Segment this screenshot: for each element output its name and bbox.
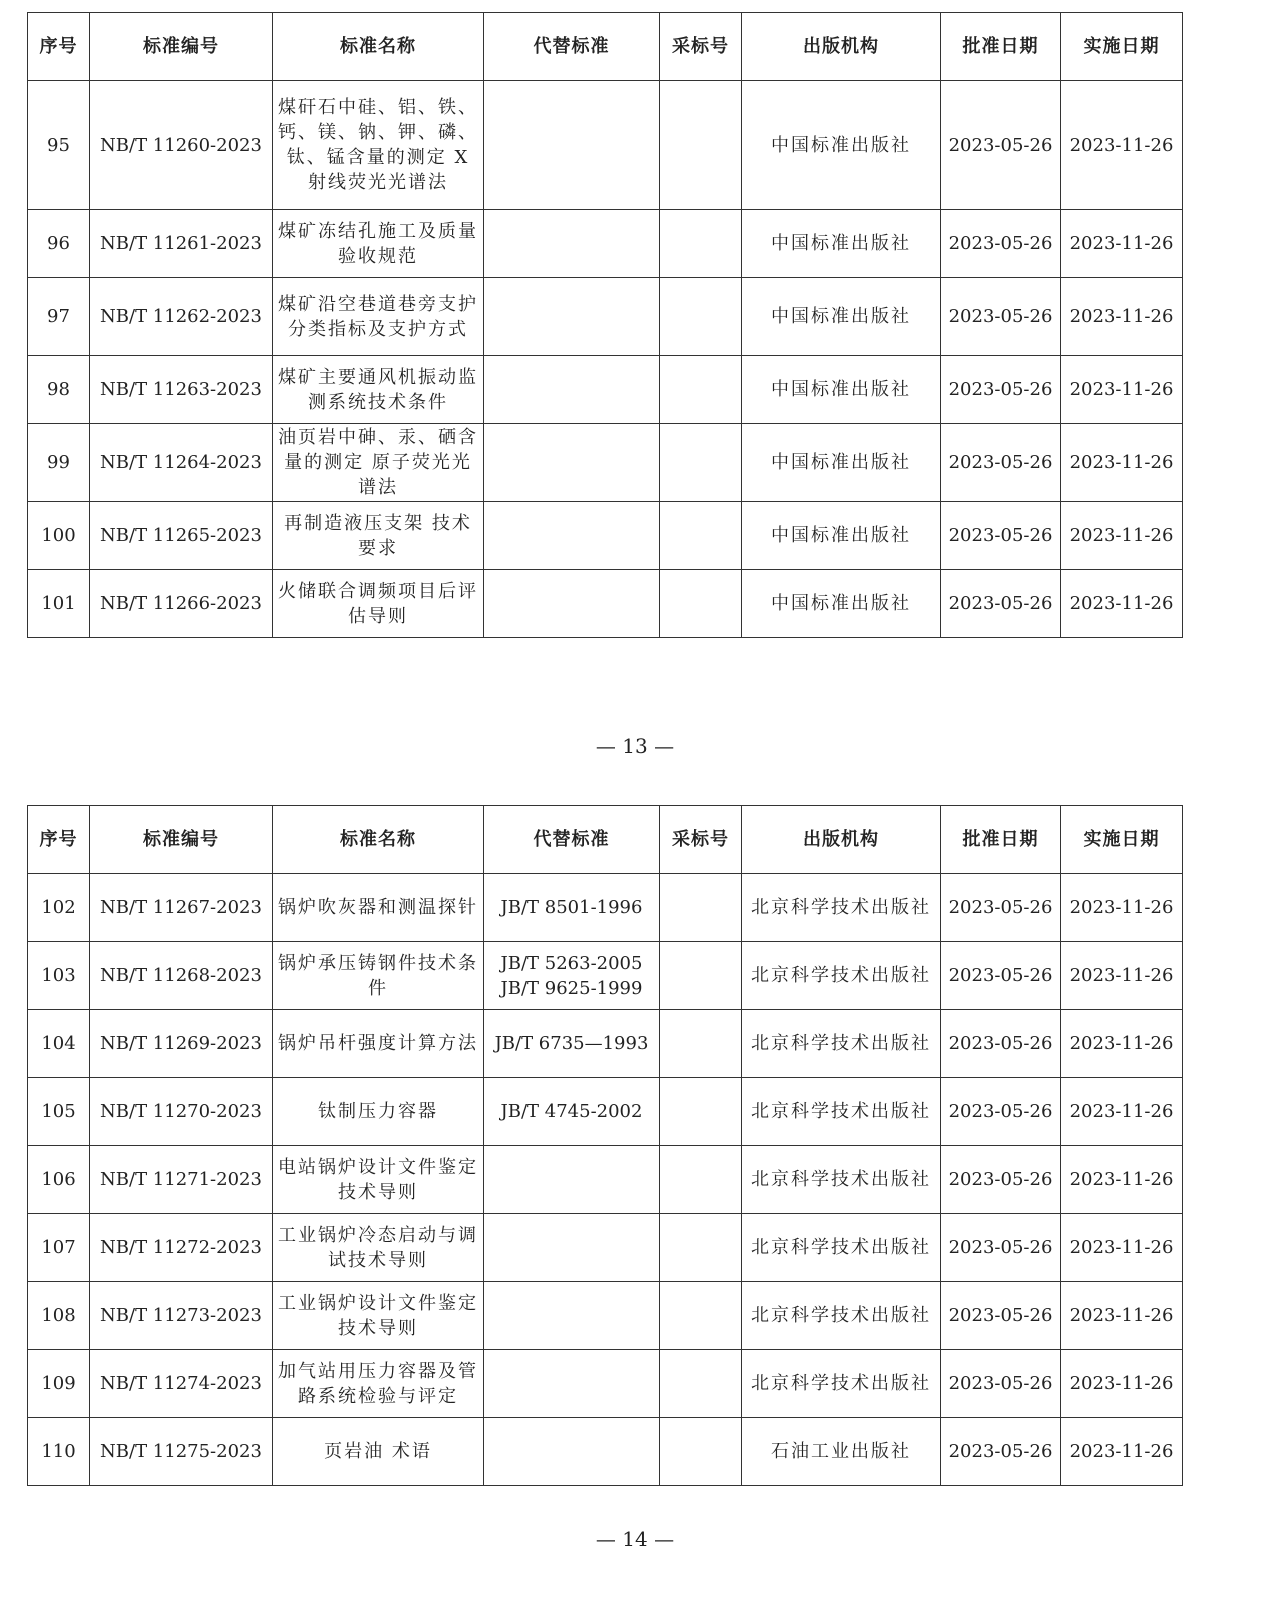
row-approve: 2023-05-26 bbox=[941, 81, 1061, 210]
row-adopt bbox=[660, 874, 742, 942]
table-row bbox=[28, 1282, 1183, 1350]
row-approve: 2023-05-26 bbox=[941, 1078, 1061, 1146]
header-name: 标准名称 bbox=[273, 13, 484, 81]
row-code: NB/T 11271-2023 bbox=[90, 1146, 273, 1214]
row-replace bbox=[484, 1282, 660, 1350]
page-number-14: — 14 — bbox=[595, 1527, 675, 1551]
row-publisher: 中国标准出版社 bbox=[742, 81, 941, 210]
replace-line-2: JB/T 9625-1999 bbox=[500, 977, 643, 999]
row-name: 加气站用压力容器及管路系统检验与评定 bbox=[273, 1350, 484, 1418]
row-publisher: 北京科学技术出版社 bbox=[742, 1010, 941, 1078]
row-code: NB/T 11265-2023 bbox=[90, 502, 273, 570]
row-publisher: 北京科学技术出版社 bbox=[742, 1214, 941, 1282]
row-adopt bbox=[660, 1350, 742, 1418]
header-replace: 代替标准 bbox=[484, 806, 660, 874]
row-approve: 2023-05-26 bbox=[941, 356, 1061, 424]
row-implement: 2023-11-26 bbox=[1061, 81, 1183, 210]
row-publisher: 北京科学技术出版社 bbox=[742, 942, 941, 1010]
row-no: 103 bbox=[28, 942, 90, 1010]
row-no: 110 bbox=[28, 1418, 90, 1486]
header-implement: 实施日期 bbox=[1061, 13, 1183, 81]
standards-table-page-13 bbox=[27, 12, 1183, 638]
row-no: 108 bbox=[28, 1282, 90, 1350]
table-row bbox=[28, 1010, 1183, 1078]
row-replace bbox=[484, 1214, 660, 1282]
header-publisher: 出版机构 bbox=[742, 806, 941, 874]
row-code: NB/T 11262-2023 bbox=[90, 278, 273, 356]
row-implement: 2023-11-26 bbox=[1061, 356, 1183, 424]
row-replace bbox=[484, 210, 660, 278]
row-publisher: 中国标准出版社 bbox=[742, 356, 941, 424]
row-replace bbox=[484, 278, 660, 356]
row-publisher: 石油工业出版社 bbox=[742, 1418, 941, 1486]
row-name: 锅炉承压铸钢件技术条件 bbox=[273, 942, 484, 1010]
row-replace bbox=[484, 1010, 660, 1078]
row-code: NB/T 11269-2023 bbox=[90, 1010, 273, 1078]
row-publisher: 中国标准出版社 bbox=[742, 570, 941, 638]
row-adopt bbox=[660, 570, 742, 638]
row-name: 煤矸石中硅、铝、铁、钙、镁、钠、钾、磷、钛、锰含量的测定 X 射线荧光光谱法 bbox=[273, 81, 484, 210]
row-name: 火储联合调频项目后评估导则 bbox=[273, 570, 484, 638]
row-implement: 2023-11-26 bbox=[1061, 942, 1183, 1010]
table-row bbox=[28, 1146, 1183, 1214]
row-code: NB/T 11264-2023 bbox=[90, 424, 273, 502]
row-approve: 2023-05-26 bbox=[941, 1350, 1061, 1418]
row-adopt bbox=[660, 356, 742, 424]
row-code: NB/T 11273-2023 bbox=[90, 1282, 273, 1350]
row-publisher: 北京科学技术出版社 bbox=[742, 1350, 941, 1418]
row-adopt bbox=[660, 1078, 742, 1146]
row-approve: 2023-05-26 bbox=[941, 1010, 1061, 1078]
header-implement: 实施日期 bbox=[1061, 806, 1183, 874]
row-replace bbox=[484, 1078, 660, 1146]
header-code: 标准编号 bbox=[90, 806, 273, 874]
table-row bbox=[28, 1350, 1183, 1418]
row-code: NB/T 11266-2023 bbox=[90, 570, 273, 638]
row-replace bbox=[484, 1418, 660, 1486]
row-publisher: 中国标准出版社 bbox=[742, 424, 941, 502]
row-adopt bbox=[660, 1418, 742, 1486]
row-approve: 2023-05-26 bbox=[941, 210, 1061, 278]
row-no: 104 bbox=[28, 1010, 90, 1078]
row-code: NB/T 11261-2023 bbox=[90, 210, 273, 278]
row-code: NB/T 11260-2023 bbox=[90, 81, 273, 210]
row-name: 锅炉吹灰器和测温探针 bbox=[273, 874, 484, 942]
header-no: 序号 bbox=[28, 806, 90, 874]
replace-line-1: JB/T 4745-2002 bbox=[500, 1101, 643, 1122]
row-implement: 2023-11-26 bbox=[1061, 874, 1183, 942]
row-replace bbox=[484, 1146, 660, 1214]
table-header-row bbox=[28, 806, 1183, 874]
table-row bbox=[28, 424, 1183, 502]
row-approve: 2023-05-26 bbox=[941, 1214, 1061, 1282]
header-publisher: 出版机构 bbox=[742, 13, 941, 81]
table-row bbox=[28, 942, 1183, 1010]
row-adopt bbox=[660, 81, 742, 210]
row-no: 98 bbox=[28, 356, 90, 424]
row-name: 工业锅炉冷态启动与调试技术导则 bbox=[273, 1214, 484, 1282]
table-row bbox=[28, 1214, 1183, 1282]
table-row bbox=[28, 874, 1183, 942]
replace-line-1: JB/T 6735—1993 bbox=[494, 1033, 649, 1054]
table-row bbox=[28, 570, 1183, 638]
header-adopt: 采标号 bbox=[660, 806, 742, 874]
row-no: 101 bbox=[28, 570, 90, 638]
row-code: NB/T 11263-2023 bbox=[90, 356, 273, 424]
row-replace bbox=[484, 81, 660, 210]
replace-line-1: JB/T 5263-2005 bbox=[500, 952, 643, 974]
row-adopt bbox=[660, 1010, 742, 1078]
row-adopt bbox=[660, 210, 742, 278]
row-adopt bbox=[660, 502, 742, 570]
row-approve: 2023-05-26 bbox=[941, 424, 1061, 502]
row-adopt bbox=[660, 942, 742, 1010]
row-publisher: 北京科学技术出版社 bbox=[742, 1146, 941, 1214]
row-implement: 2023-11-26 bbox=[1061, 1282, 1183, 1350]
row-no: 100 bbox=[28, 502, 90, 570]
row-replace bbox=[484, 1350, 660, 1418]
row-implement: 2023-11-26 bbox=[1061, 1214, 1183, 1282]
header-name: 标准名称 bbox=[273, 806, 484, 874]
row-implement: 2023-11-26 bbox=[1061, 1010, 1183, 1078]
table-row bbox=[28, 356, 1183, 424]
row-name: 页岩油 术语 bbox=[273, 1418, 484, 1486]
row-code: NB/T 11268-2023 bbox=[90, 942, 273, 1010]
row-no: 107 bbox=[28, 1214, 90, 1282]
row-code: NB/T 11272-2023 bbox=[90, 1214, 273, 1282]
row-adopt bbox=[660, 424, 742, 502]
row-no: 102 bbox=[28, 874, 90, 942]
row-name: 再制造液压支架 技术要求 bbox=[273, 502, 484, 570]
row-no: 109 bbox=[28, 1350, 90, 1418]
row-adopt bbox=[660, 1282, 742, 1350]
header-no: 序号 bbox=[28, 13, 90, 81]
row-approve: 2023-05-26 bbox=[941, 278, 1061, 356]
row-no: 105 bbox=[28, 1078, 90, 1146]
row-publisher: 中国标准出版社 bbox=[742, 502, 941, 570]
table-row bbox=[28, 278, 1183, 356]
standards-table-page-14 bbox=[27, 805, 1183, 1486]
row-publisher: 中国标准出版社 bbox=[742, 278, 941, 356]
row-code: NB/T 11275-2023 bbox=[90, 1418, 273, 1486]
row-implement: 2023-11-26 bbox=[1061, 278, 1183, 356]
table-row bbox=[28, 210, 1183, 278]
row-name: 钛制压力容器 bbox=[273, 1078, 484, 1146]
row-adopt bbox=[660, 1214, 742, 1282]
row-no: 99 bbox=[28, 424, 90, 502]
row-name: 油页岩中砷、汞、硒含量的测定 原子荧光光谱法 bbox=[273, 424, 484, 502]
table-row bbox=[28, 1418, 1183, 1486]
row-name: 锅炉吊杆强度计算方法 bbox=[273, 1010, 484, 1078]
row-approve: 2023-05-26 bbox=[941, 1282, 1061, 1350]
header-approve: 批准日期 bbox=[941, 13, 1061, 81]
row-name: 电站锅炉设计文件鉴定技术导则 bbox=[273, 1146, 484, 1214]
row-approve: 2023-05-26 bbox=[941, 942, 1061, 1010]
row-implement: 2023-11-26 bbox=[1061, 502, 1183, 570]
row-no: 97 bbox=[28, 278, 90, 356]
row-name: 煤矿冻结孔施工及质量验收规范 bbox=[273, 210, 484, 278]
row-replace bbox=[484, 570, 660, 638]
row-publisher: 中国标准出版社 bbox=[742, 210, 941, 278]
row-no: 96 bbox=[28, 210, 90, 278]
row-no: 95 bbox=[28, 81, 90, 210]
header-code: 标准编号 bbox=[90, 13, 273, 81]
row-implement: 2023-11-26 bbox=[1061, 1146, 1183, 1214]
header-replace: 代替标准 bbox=[484, 13, 660, 81]
row-implement: 2023-11-26 bbox=[1061, 1418, 1183, 1486]
row-code: NB/T 11274-2023 bbox=[90, 1350, 273, 1418]
row-implement: 2023-11-26 bbox=[1061, 210, 1183, 278]
row-replace bbox=[484, 502, 660, 570]
table-row bbox=[28, 1078, 1183, 1146]
header-approve: 批准日期 bbox=[941, 806, 1061, 874]
row-name: 煤矿主要通风机振动监测系统技术条件 bbox=[273, 356, 484, 424]
row-adopt bbox=[660, 278, 742, 356]
row-code: NB/T 11267-2023 bbox=[90, 874, 273, 942]
row-implement: 2023-11-26 bbox=[1061, 1078, 1183, 1146]
row-code: NB/T 11270-2023 bbox=[90, 1078, 273, 1146]
row-replace bbox=[484, 942, 660, 1010]
replace-line-1: JB/T 8501-1996 bbox=[500, 897, 643, 918]
row-implement: 2023-11-26 bbox=[1061, 1350, 1183, 1418]
table-row bbox=[28, 502, 1183, 570]
table-header-row bbox=[28, 13, 1183, 81]
row-name: 工业锅炉设计文件鉴定技术导则 bbox=[273, 1282, 484, 1350]
row-approve: 2023-05-26 bbox=[941, 874, 1061, 942]
row-implement: 2023-11-26 bbox=[1061, 424, 1183, 502]
page-number-13: — 13 — bbox=[595, 734, 675, 758]
row-no: 106 bbox=[28, 1146, 90, 1214]
row-publisher: 北京科学技术出版社 bbox=[742, 1282, 941, 1350]
header-adopt: 采标号 bbox=[660, 13, 742, 81]
row-approve: 2023-05-26 bbox=[941, 502, 1061, 570]
row-replace bbox=[484, 874, 660, 942]
row-implement: 2023-11-26 bbox=[1061, 570, 1183, 638]
row-approve: 2023-05-26 bbox=[941, 1418, 1061, 1486]
row-publisher: 北京科学技术出版社 bbox=[742, 1078, 941, 1146]
row-replace bbox=[484, 424, 660, 502]
row-publisher: 北京科学技术出版社 bbox=[742, 874, 941, 942]
row-adopt bbox=[660, 1146, 742, 1214]
table-row bbox=[28, 81, 1183, 210]
row-approve: 2023-05-26 bbox=[941, 1146, 1061, 1214]
row-replace bbox=[484, 356, 660, 424]
row-approve: 2023-05-26 bbox=[941, 570, 1061, 638]
row-name: 煤矿沿空巷道巷旁支护分类指标及支护方式 bbox=[273, 278, 484, 356]
